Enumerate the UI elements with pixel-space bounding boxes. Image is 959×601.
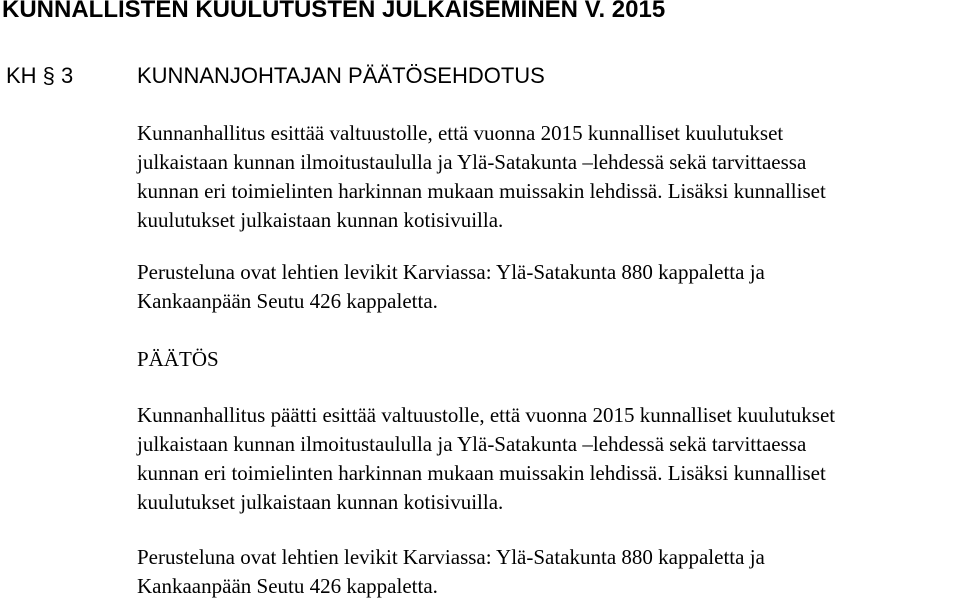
text-line: Kankaanpään Seutu 426 kappaletta.: [137, 574, 438, 598]
document-heading: KUNNALLISTEN KUULUTUSTEN JULKAISEMINEN V. 2015: [2, 0, 666, 23]
text-line: Kankaanpään Seutu 426 kappaletta.: [137, 289, 438, 313]
decision-reason-paragraph: [137, 543, 959, 601]
text-line: kuulutukset julkaistaan kunnan kotisivuilla.: [137, 490, 504, 514]
text-line: Kunnanhallitus esittää valtuustolle, että vuonna 2015 kunnalliset kuulutukset: [137, 121, 784, 145]
decision-paragraph: [137, 401, 959, 517]
text-line: Kunnanhallitus päätti esittää valtuustolle, että vuonna 2015 kunnalliset kuulutukset: [137, 403, 836, 427]
text-line: kunnan eri toimielinten harkinnan mukaan muissakin lehdissä. Lisäksi kunnalliset: [137, 179, 826, 203]
text-line: kuulutukset julkaistaan kunnan kotisivuilla.: [137, 208, 504, 232]
text-line: kunnan eri toimielinten harkinnan mukaan muissakin lehdissä. Lisäksi kunnalliset: [137, 461, 826, 485]
text-line: Perusteluna ovat lehtien levikit Karviassa: Ylä-Satakunta 880 kappaletta ja: [137, 260, 765, 284]
proposal-reason-paragraph: [137, 258, 959, 316]
section-number: KH § 3: [6, 63, 74, 88]
text-line: julkaistaan kunnan ilmoitustaululla ja Ylä-Satakunta –lehdessä sekä tarvittaessa: [137, 150, 807, 174]
text-line: julkaistaan kunnan ilmoitustaululla ja Ylä-Satakunta –lehdessä sekä tarvittaessa: [137, 432, 807, 456]
proposal-paragraph: [137, 119, 959, 235]
section-title: KUNNANJOHTAJAN PÄÄTÖSEHDOTUS: [137, 63, 545, 88]
decision-heading: PÄÄTÖS: [137, 347, 219, 371]
text-line: Perusteluna ovat lehtien levikit Karviassa: Ylä-Satakunta 880 kappaletta ja: [137, 545, 765, 569]
